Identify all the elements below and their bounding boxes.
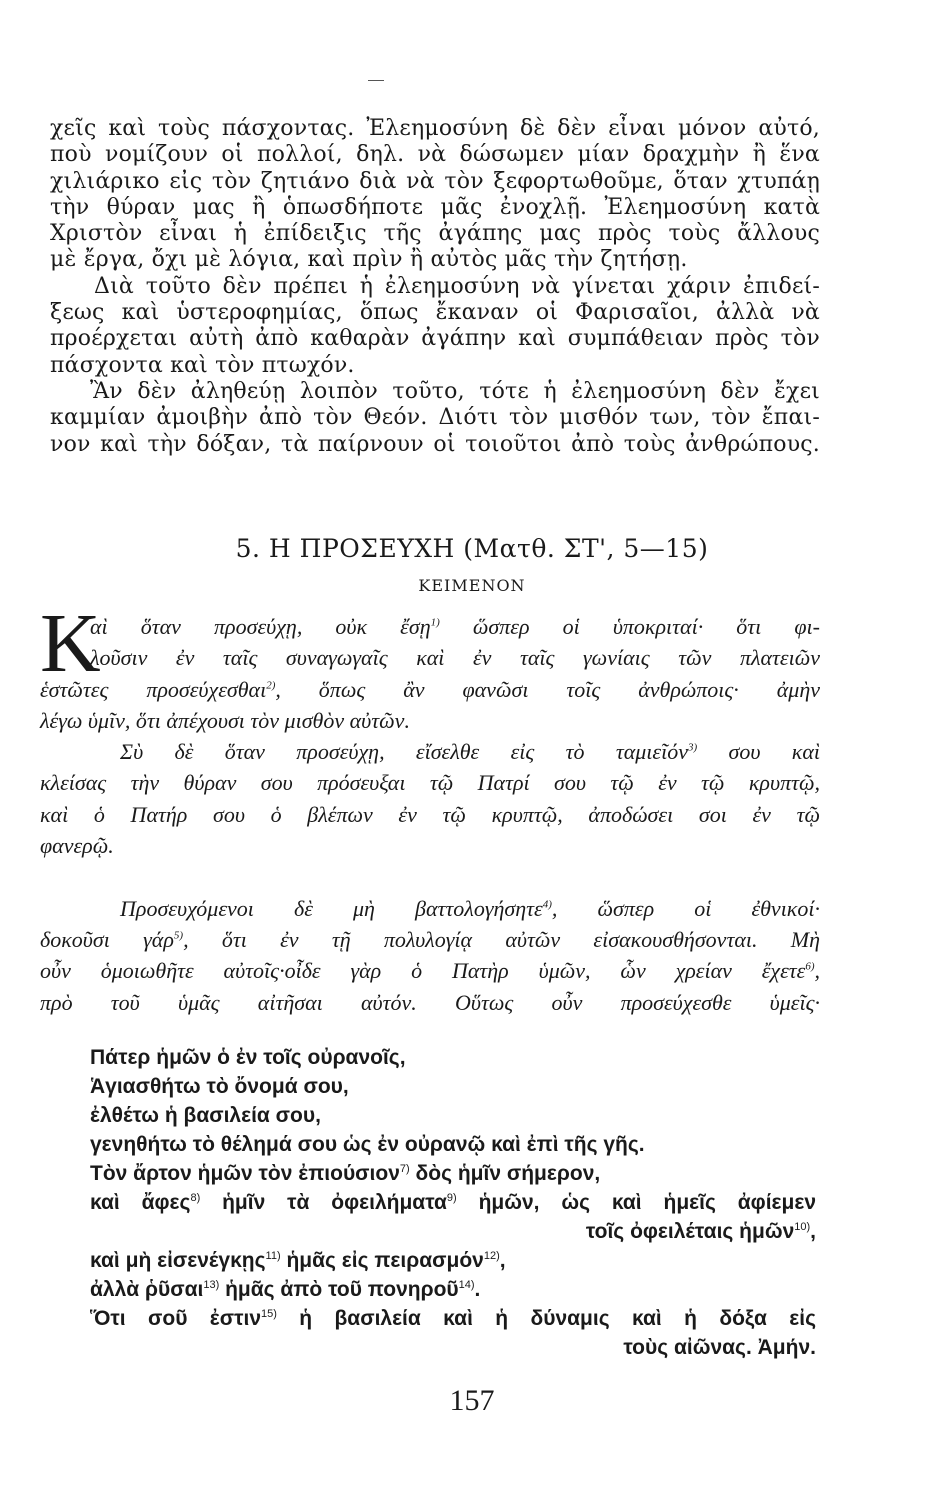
text-line: λέγω ὑμῖν, ὅτι ἀπέχουσι τὸν μισθὸν αὐτῶν. bbox=[40, 707, 410, 733]
text-line: καὶ ὁ Πατήρ σου ὁ βλέπων ἐν τῷ κρυπτῷ, ἀποδώσει σοι ἐν τῷ bbox=[40, 801, 820, 827]
footnote-ref: 15) bbox=[261, 1308, 277, 1320]
footnote-ref: 2) bbox=[266, 679, 276, 692]
text-line: ποὺ νομίζουν οἱ πολλοί, δηλ. νὰ δώσωμεν μίαν δραχμὴν ἢ ἕνα bbox=[50, 142, 820, 168]
prayer-line: τοὺς αἰῶνας. Ἀμήν. bbox=[623, 1336, 816, 1359]
prayer-line: γενηθήτω τὸ θέλημά σου ὡς ἐν οὐρανῷ καὶ ἐπὶ τῆς γῆς. bbox=[90, 1133, 645, 1156]
text-line: λοῦσιν ἐν ταῖς συναγωγαῖς καὶ ἐν ταῖς γωνίαις τῶν πλατειῶν bbox=[90, 645, 820, 671]
prayer-line: καὶ μὴ εἰσενέγκῃς$^{11)}$ ἡμᾶς εἰς πειρασμόν$^{12)}$, bbox=[90, 1249, 506, 1272]
drop-cap-letter: Κ bbox=[40, 597, 101, 690]
footnote-ref: 4) bbox=[542, 898, 552, 911]
section-heading: 5. Η ΠΡΟΣΕΥΧΗ (Ματθ. ΣΤ', 5—15) bbox=[235, 534, 709, 563]
paragraph-almsgiving bbox=[50, 116, 820, 458]
footnote-ref: 11) bbox=[265, 1250, 281, 1262]
text-line: μὲ ἔργα, ὄχι μὲ λόγια, καὶ πρὶν ἢ αὐτὸς μᾶς τὴν ζητήσῃ. bbox=[50, 247, 688, 273]
prayer-line: Ἁγιασθήτω τὸ ὄνομά σου, bbox=[90, 1075, 349, 1098]
text-line: ξεως καὶ ὑστεροφημίας, ὅπως ἔκαναν οἱ Φαρισαῖοι, ἀλλὰ νὰ bbox=[50, 300, 820, 326]
prayer-line: τοῖς ὀφειλέταις ἡμῶν$^{10)}$, bbox=[585, 1220, 816, 1243]
footnote-ref: 12) bbox=[483, 1250, 500, 1262]
prayer-line: Τὸν ἄρτον ἡμῶν τὸν ἐπιούσιον$^{7)}$ δὸς ἡμῖν σήμερον, bbox=[90, 1162, 601, 1185]
text-line: οὖν ὁμοιωθῆτε αὐτοῖς·οἶδε γὰρ ὁ Πατὴρ ὑμῶν, ὧν χρείαν ἔχετε$^{6)}$, bbox=[40, 958, 820, 984]
page-number: 157 bbox=[449, 1384, 495, 1417]
text-line: Σὺ δὲ ὅταν προσεύχῃ, εἴσελθε εἰς τὸ ταμιεῖόν$^{3)}$ σου καὶ bbox=[120, 739, 820, 765]
text-line: φανερῷ. bbox=[40, 833, 114, 859]
text-line: προέρχεται αὐτὴ ἀπὸ καθαρὰν ἀγάπην καὶ συμπάθειαν πρὸς τὸν bbox=[50, 326, 820, 352]
footnote-ref: 10) bbox=[794, 1221, 811, 1233]
blank-line bbox=[40, 861, 820, 892]
text-line: καμμίαν ἀμοιβὴν ἀπὸ τὸν Θεόν. Διότι τὸν μισθόν των, τὸν ἔπαι- bbox=[50, 405, 820, 431]
scripture-text bbox=[40, 611, 820, 1018]
text-line: Προσευχόμενοι δὲ μὴ βαττολογήσητε$^{4)}$, ὥσπερ οἱ ἐθνικοί· bbox=[120, 895, 820, 921]
text-line: Διὰ τοῦτο δὲν πρέπει ἡ ἐλεημοσύνη νὰ γίνεται χάριν ἐπιδεί- bbox=[94, 273, 820, 299]
section-subheading: ΚΕΙΜΕΝΟΝ bbox=[418, 576, 526, 595]
text-line: πάσχοντα καὶ τὸν πτωχόν. bbox=[50, 352, 355, 378]
lords-prayer bbox=[90, 1043, 816, 1362]
top-dash bbox=[368, 80, 384, 81]
text-line: ἑστῶτες προσεύχεσθαι$^{2)}$, ὅπως ἂν φανῶσι τοῖς ἀνθρώποις· ἀμὴν bbox=[40, 676, 821, 702]
footnote-ref: 14) bbox=[458, 1279, 475, 1291]
text-line: Χριστὸν εἶναι ἡ ἐπίδειξις τῆς ἀγάπης μας πρὸς τοὺς ἄλλους bbox=[50, 221, 820, 247]
footnote-ref: 3) bbox=[687, 741, 698, 754]
text-line: τὴν θύραν μας ἢ ὁπωσδήποτε μᾶς ἐνοχλῇ. Ἐλεημοσύνη κατὰ bbox=[50, 194, 820, 220]
footnote-ref: 6) bbox=[805, 960, 815, 973]
prayer-line: ἀλλὰ ῥῦσαι$^{13)}$ ἡμᾶς ἀπὸ τοῦ πονηροῦ$^{14)}$. bbox=[90, 1278, 481, 1301]
text-line: νον καὶ τὴν δόξαν, τὰ παίρνουν οἱ τοιοῦτοι ἀπὸ τοὺς ἀνθρώπους. bbox=[50, 431, 820, 457]
footnote-ref: 7) bbox=[399, 1163, 410, 1175]
text-line: κλείσας τὴν θύραν σου πρόσευξαι τῷ Πατρί σου τῷ ἐν τῷ κρυπτῷ, bbox=[40, 770, 820, 796]
prayer-line: Πάτερ ἡμῶν ὁ ἐν τοῖς οὐρανοῖς, bbox=[90, 1046, 406, 1069]
footnote-ref: 1) bbox=[430, 616, 440, 629]
text-line: Ἂν δὲν ἀληθεύῃ λοιπὸν τοῦτο, τότε ἡ ἐλεημοσύνη δὲν ἔχει bbox=[90, 378, 820, 404]
footnote-ref: 13) bbox=[203, 1279, 220, 1291]
text-line: χιλιάρικο εἰς τὸν ζητιάνο διὰ νὰ τὸν ξεφορτωθοῦμε, ὅταν χτυπάῃ bbox=[50, 168, 820, 194]
footnote-ref: 9) bbox=[446, 1192, 457, 1204]
text-line: αὶ ὅταν προσεύχῃ, οὐκ ἔσῃ$^{1)}$ ὥσπερ οἱ ὑποκριταί· ὅτι φι- bbox=[90, 614, 820, 639]
text-line: πρὸ τοῦ ὑμᾶς αἰτῆσαι αὐτόν. Οὕτως οὖν προσεύχεσθε ὑμεῖς· bbox=[40, 989, 820, 1015]
text-line: δοκοῦσι γάρ$^{5)}$, ὅτι ἐν τῇ πολυλογίᾳ αὐτῶν εἰσακουσθήσονται. Μὴ bbox=[40, 926, 820, 952]
prayer-line: Ὅτι σοῦ ἐστιν$^{15)}$ ἡ βασιλεία καὶ ἡ δύναμις καὶ ἡ δόξα εἰς bbox=[90, 1307, 816, 1330]
prayer-line: καὶ ἄφες$^{8)}$ ἡμῖν τὰ ὀφειλήματα$^{9)}$ ἡμῶν, ὡς καὶ ἡμεῖς ἀφίεμεν bbox=[90, 1191, 816, 1214]
footnote-ref: 5) bbox=[173, 929, 184, 942]
text-line: χεῖς καὶ τοὺς πάσχοντας. Ἐλεημοσύνη δὲ δὲν εἶναι μόνον αὐτό, bbox=[50, 116, 820, 141]
footnote-ref: 8) bbox=[190, 1192, 201, 1204]
prayer-line: ἐλθέτω ἡ βασιλεία σου, bbox=[90, 1104, 321, 1127]
